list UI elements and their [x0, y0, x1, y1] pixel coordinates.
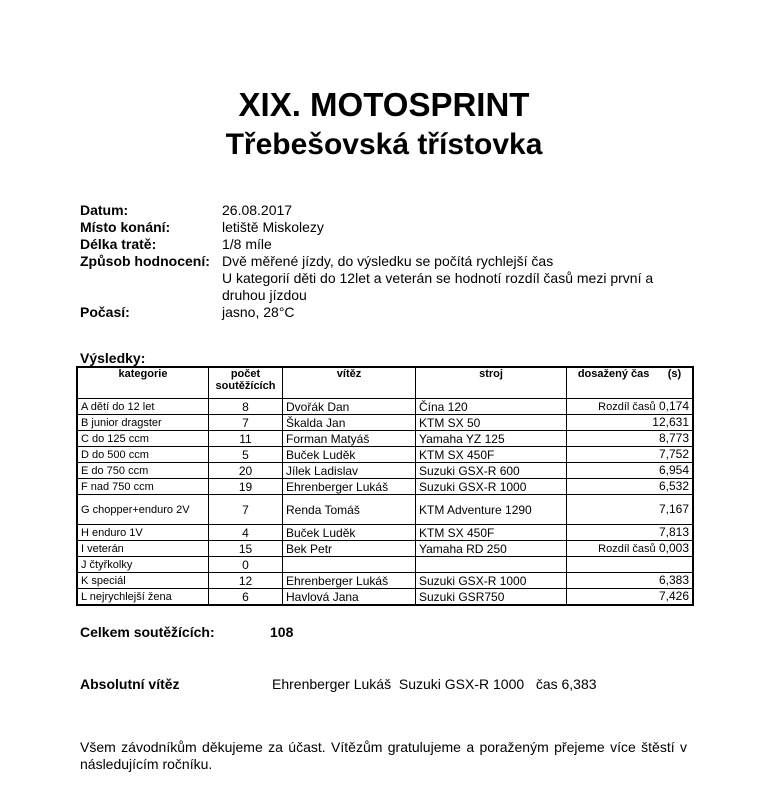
- info-row-date: [80, 202, 692, 219]
- col-header-bike: stroj: [416, 367, 567, 399]
- cell-category: E do 750 ccm: [77, 463, 209, 479]
- absolute-winner-time: čas 6,383: [535, 676, 597, 692]
- info-label: Způsob hodnocení:: [80, 253, 210, 269]
- cell-time: [567, 541, 694, 557]
- cell-winner: Bek Petr: [283, 541, 416, 557]
- cell-count: 11: [209, 431, 283, 447]
- cell-winner: Buček Luděk: [283, 525, 416, 541]
- info-value: letiště Miskolezy: [222, 219, 324, 235]
- cell-category: J čtyřkolky: [77, 557, 209, 573]
- event-title: XIX. MOTOSPRINT: [238, 86, 530, 123]
- cell-count: 12: [209, 573, 283, 589]
- col-header-count: počet soutěžících: [209, 367, 283, 399]
- info-row-length: [80, 236, 692, 253]
- table-row: [77, 415, 693, 431]
- cell-count: 7: [209, 415, 283, 431]
- time-value: 6,383: [658, 573, 689, 587]
- cell-count: 19: [209, 479, 283, 495]
- cell-category: I veterán: [77, 541, 209, 557]
- cell-bike: Čína 120: [416, 399, 567, 415]
- scoring-line-1: Dvě měřené jízdy, do výsledku se počítá rychlejší čas: [222, 253, 554, 269]
- cell-count: 6: [209, 589, 283, 606]
- table-row: [77, 447, 693, 463]
- info-row-weather: [80, 304, 692, 321]
- cell-count: 7: [209, 495, 283, 525]
- time-value: 7,752: [658, 447, 689, 461]
- absolute-winner-bike: Suzuki GSX-R 1000: [398, 676, 525, 692]
- absolute-winner-details: [272, 676, 597, 692]
- event-subtitle: Třebešovská třístovka: [225, 128, 543, 161]
- table-header-row: [77, 367, 693, 399]
- table-row: [77, 431, 693, 447]
- time-value: 6,532: [658, 479, 689, 493]
- cell-count: 20: [209, 463, 283, 479]
- table-row: [77, 557, 693, 573]
- cell-count: 0: [209, 557, 283, 573]
- total-label: Celkem soutěžících:: [80, 624, 215, 640]
- cell-category: C do 125 ccm: [77, 431, 209, 447]
- time-value: 0,003: [658, 541, 689, 555]
- col-header-time-unit: (s): [667, 368, 682, 380]
- cell-category: A dětí do 12 let: [77, 399, 209, 415]
- table-row: [77, 525, 693, 541]
- results-heading: Výsledky:: [80, 350, 146, 366]
- absolute-winner-name: Ehrenberger Lukáš: [272, 676, 392, 692]
- total-participants: [80, 624, 294, 640]
- cell-category: L nejrychlejší žena: [77, 589, 209, 606]
- cell-time: [567, 495, 694, 525]
- table-row: [77, 573, 693, 589]
- info-label: Datum:: [80, 202, 129, 218]
- cell-bike: Suzuki GSX-R 1000: [416, 573, 567, 589]
- cell-winner: Ehrenberger Lukáš: [283, 573, 416, 589]
- absolute-winner-label: Absolutní vítěz: [80, 676, 180, 692]
- info-row-scoring: [80, 253, 692, 304]
- col-header-category: kategorie: [77, 367, 209, 399]
- total-value: 108: [270, 624, 294, 640]
- cell-bike: KTM SX 450F: [416, 525, 567, 541]
- cell-time: [567, 589, 694, 606]
- cell-bike: Suzuki GSX-R 1000: [416, 479, 567, 495]
- table-row: [77, 399, 693, 415]
- time-note: Rozdíl časů: [598, 401, 656, 413]
- cell-time: [567, 447, 694, 463]
- cell-category: H enduro 1V: [77, 525, 209, 541]
- cell-bike: KTM SX 50: [416, 415, 567, 431]
- cell-bike: KTM Adventure 1290: [416, 495, 567, 525]
- time-value: 7,426: [658, 589, 689, 603]
- info-label: Místo konání:: [80, 219, 171, 235]
- cell-winner: Dvořák Dan: [283, 399, 416, 415]
- info-value: 1/8 míle: [222, 236, 272, 252]
- cell-count: 8: [209, 399, 283, 415]
- table-row: [77, 463, 693, 479]
- cell-bike: Yamaha RD 250: [416, 541, 567, 557]
- cell-category: F nad 750 ccm: [77, 479, 209, 495]
- cell-bike: KTM SX 450F: [416, 447, 567, 463]
- time-note: Rozdíl časů: [598, 543, 656, 555]
- cell-count: 5: [209, 447, 283, 463]
- time-value: 8,773: [658, 431, 689, 445]
- thanks-paragraph: Všem závodníkům děkujeme za účast. Vítězům gratulujeme a poraženým přejeme více štěstí v následujícím ročníku.: [80, 739, 687, 772]
- results-table: [76, 366, 694, 606]
- cell-bike: [416, 557, 567, 573]
- cell-winner: Buček Luděk: [283, 447, 416, 463]
- col-header-winner: vítěz: [283, 367, 416, 399]
- cell-time: [567, 573, 694, 589]
- info-value: [222, 253, 692, 304]
- cell-category: B junior dragster: [77, 415, 209, 431]
- time-value: 0,174: [658, 399, 689, 413]
- cell-category: G chopper+enduro 2V: [77, 495, 209, 525]
- cell-category: D do 500 ccm: [77, 447, 209, 463]
- cell-time: [567, 479, 694, 495]
- cell-winner: Renda Tomáš: [283, 495, 416, 525]
- cell-category: K speciál: [77, 573, 209, 589]
- info-value: jasno, 28°C: [222, 304, 295, 320]
- time-value: 7,167: [658, 502, 689, 516]
- cell-bike: Suzuki GSR750: [416, 589, 567, 606]
- cell-bike: Yamaha YZ 125: [416, 431, 567, 447]
- cell-time: [567, 431, 694, 447]
- cell-bike: Suzuki GSX-R 600: [416, 463, 567, 479]
- info-value: 26.08.2017: [222, 202, 293, 218]
- time-value: 6,954: [658, 463, 689, 477]
- table-row: [77, 589, 693, 606]
- col-header-time: [567, 367, 694, 399]
- cell-time: [567, 525, 694, 541]
- table-row: [77, 495, 693, 525]
- cell-winner: Havlová Jana: [283, 589, 416, 606]
- cell-time: [567, 557, 694, 573]
- event-info: [80, 202, 692, 321]
- cell-winner: Škalda Jan: [283, 415, 416, 431]
- table-row: [77, 479, 693, 495]
- cell-count: 15: [209, 541, 283, 557]
- col-header-time-label: dosažený čas: [577, 368, 650, 380]
- cell-count: 4: [209, 525, 283, 541]
- cell-winner: Ehrenberger Lukáš: [283, 479, 416, 495]
- time-value: 7,813: [658, 525, 689, 539]
- time-value: 12,631: [652, 415, 689, 429]
- info-label: Počasí:: [80, 304, 130, 320]
- cell-winner: Forman Matyáš: [283, 431, 416, 447]
- cell-time: [567, 415, 694, 431]
- table-row: [77, 541, 693, 557]
- scoring-line-2: U kategorií děti do 12let a veterán se hodnotí rozdíl časů mezi první a druhou jízdou: [222, 270, 654, 303]
- info-row-venue: [80, 219, 692, 236]
- info-label: Délka tratě:: [80, 236, 157, 252]
- cell-time: [567, 399, 694, 415]
- cell-winner: [283, 557, 416, 573]
- cell-time: [567, 463, 694, 479]
- cell-winner: Jílek Ladislav: [283, 463, 416, 479]
